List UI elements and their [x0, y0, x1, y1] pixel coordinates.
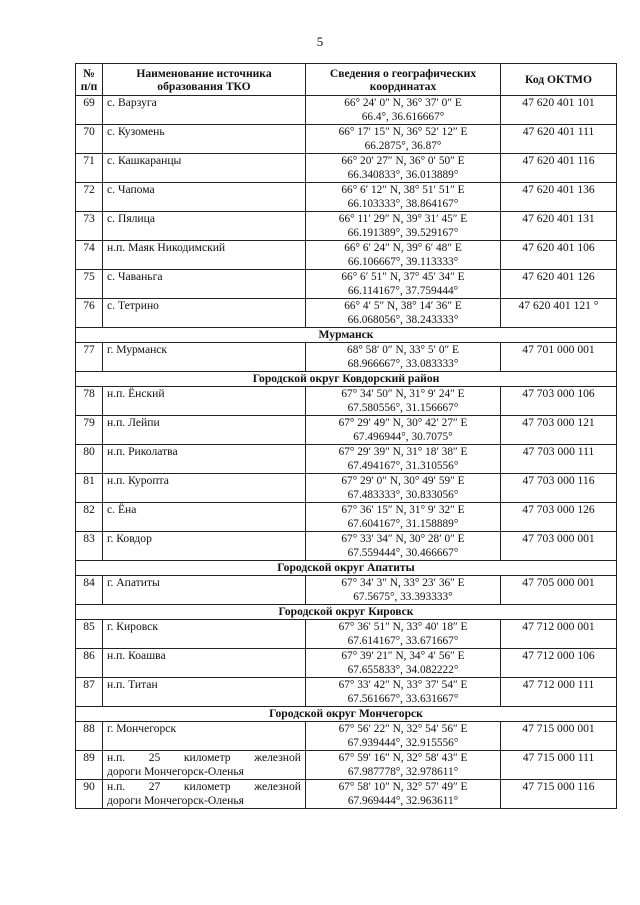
oktmo-code: 47 703 000 126: [501, 503, 617, 532]
row-number: 84: [76, 576, 103, 605]
oktmo-code: 47 712 000 106: [501, 649, 617, 678]
coordinates-decimal: 66.114167°, 37.759444°: [347, 285, 459, 297]
oktmo-code: 47 715 000 116: [501, 780, 617, 809]
coordinates-dms: 66° 20′ 27″ N, 36° 0′ 50″ E: [341, 155, 465, 167]
source-name-line: н.п. 27 километр железной: [107, 780, 301, 793]
coordinates-dms: 67° 36′ 51″ N, 33° 40′ 18″ E: [338, 621, 468, 633]
oktmo-code: 47 715 000 111: [501, 751, 617, 780]
section-row: [76, 561, 617, 576]
coordinates: [306, 532, 501, 561]
section-row: [76, 605, 617, 620]
oktmo-code: 47 620 401 116: [501, 154, 617, 183]
oktmo-code: 47 705 000 001: [501, 576, 617, 605]
table-row: [76, 154, 617, 183]
oktmo-code: 47 703 000 111: [501, 445, 617, 474]
coordinates-dms: 67° 33′ 42″ N, 33° 37′ 54″ E: [338, 679, 468, 691]
source-name: [103, 780, 306, 809]
row-number: 82: [76, 503, 103, 532]
row-number: 89: [76, 751, 103, 780]
coordinates: [306, 780, 501, 809]
oktmo-code: 47 703 000 121: [501, 416, 617, 445]
coordinates-decimal: 67.483333°, 30.833056°: [347, 489, 459, 501]
coordinates: [306, 96, 501, 125]
coordinates-decimal: 66.191389°, 39.529167°: [347, 227, 459, 239]
coordinates-dms: 67° 29′ 0″ N, 30° 49′ 59″ E: [341, 475, 465, 487]
table-row: [76, 299, 617, 328]
coordinates: [306, 576, 501, 605]
table-header-row: [76, 64, 617, 96]
source-name: н.п. Риколатва: [103, 445, 306, 474]
row-number: 80: [76, 445, 103, 474]
oktmo-code: 47 712 000 111: [501, 678, 617, 707]
section-title: Городской округ Мончегорск: [76, 707, 617, 722]
row-number: 74: [76, 241, 103, 270]
table-row: [76, 212, 617, 241]
table-row: [76, 751, 617, 780]
oktmo-code: 47 703 000 001: [501, 532, 617, 561]
oktmo-code: 47 620 401 101: [501, 96, 617, 125]
oktmo-code: 47 712 000 001: [501, 620, 617, 649]
coordinates: [306, 751, 501, 780]
coordinates-decimal: 67.559444°, 30.466667°: [347, 547, 459, 559]
source-name-line: н.п. 25 километр железной: [107, 751, 301, 764]
coordinates: [306, 649, 501, 678]
table-row: [76, 722, 617, 751]
coordinates: [306, 387, 501, 416]
section-row: [76, 372, 617, 387]
oktmo-code: 47 620 401 121 °: [501, 299, 617, 328]
row-number: 73: [76, 212, 103, 241]
coordinates-dms: 66° 6′ 12″ N, 38° 51′ 51″ E: [341, 184, 465, 196]
source-name: с. Ёна: [103, 503, 306, 532]
table-row: [76, 780, 617, 809]
coordinates-dms: 67° 59′ 16″ N, 32° 58′ 43″ E: [338, 752, 468, 764]
coordinates-decimal: 66.2875°, 36.87°: [364, 140, 442, 152]
table-row: [76, 445, 617, 474]
section-title: Городской округ Ковдорский район: [76, 372, 617, 387]
oktmo-code: 47 620 401 136: [501, 183, 617, 212]
source-name: г. Мурманск: [103, 343, 306, 372]
table-row: [76, 416, 617, 445]
coordinates: [306, 678, 501, 707]
table-row: [76, 678, 617, 707]
coordinates-dms: 67° 39′ 21″ N, 34° 4′ 56″ E: [341, 650, 465, 662]
coordinates-dms: 66° 24′ 0″ N, 36° 37′ 0″ E: [344, 97, 462, 109]
coordinates-decimal: 67.580556°, 31.156667°: [347, 402, 459, 414]
source-name: с. Пялица: [103, 212, 306, 241]
header-coords: Сведения о географических координатах: [306, 64, 501, 96]
table-row: [76, 649, 617, 678]
coordinates-decimal: 67.494167°, 31.310556°: [347, 460, 459, 472]
source-name: с. Чаваньга: [103, 270, 306, 299]
source-name: г. Мончегорск: [103, 722, 306, 751]
coordinates: [306, 620, 501, 649]
coordinates-dms: 67° 34′ 50″ N, 31° 9′ 24″ E: [341, 388, 465, 400]
table-row: [76, 96, 617, 125]
table-row: [76, 387, 617, 416]
source-name: с. Тетрино: [103, 299, 306, 328]
coordinates: [306, 212, 501, 241]
coordinates-decimal: 67.987778°, 32.978611°: [347, 766, 459, 778]
coordinates-dms: 67° 29′ 49″ N, 30° 42′ 27″ E: [338, 417, 468, 429]
coordinates: [306, 125, 501, 154]
row-number: 79: [76, 416, 103, 445]
source-name: г. Ковдор: [103, 532, 306, 561]
table-row: [76, 503, 617, 532]
row-number: 70: [76, 125, 103, 154]
section-title: Мурманск: [76, 328, 617, 343]
coordinates-decimal: 68.966667°, 33.083333°: [347, 358, 459, 370]
table-row: [76, 183, 617, 212]
coordinates-decimal: 66.340833°, 36.013889°: [347, 169, 459, 181]
oktmo-code: 47 715 000 001: [501, 722, 617, 751]
table-row: [76, 532, 617, 561]
source-name: г. Кировск: [103, 620, 306, 649]
coordinates: [306, 154, 501, 183]
coordinates-decimal: 66.068056°, 38.243333°: [347, 314, 459, 326]
coordinates-dms: 67° 29′ 39″ N, 31° 18′ 38″ E: [338, 446, 468, 458]
coordinates-dms: 66° 6′ 51″ N, 37° 45′ 34″ E: [341, 271, 465, 283]
source-name: н.п. Ёнский: [103, 387, 306, 416]
oktmo-code: 47 620 401 106: [501, 241, 617, 270]
coordinates: [306, 503, 501, 532]
coordinates: [306, 299, 501, 328]
source-name: [103, 751, 306, 780]
coordinates: [306, 474, 501, 503]
source-name: с. Кашкаранцы: [103, 154, 306, 183]
coordinates-decimal: 67.604167°, 31.158889°: [347, 518, 459, 530]
row-number: 86: [76, 649, 103, 678]
table-body: [76, 96, 617, 809]
page-number: 5: [316, 34, 324, 49]
table-row: [76, 474, 617, 503]
coordinates-dms: 66° 11′ 29″ N, 39° 31′ 45″ E: [338, 213, 468, 225]
table-row: [76, 620, 617, 649]
header-oktmo: Код ОКТМО: [501, 64, 617, 96]
oktmo-code: 47 703 000 116: [501, 474, 617, 503]
coordinates: [306, 183, 501, 212]
row-number: 77: [76, 343, 103, 372]
source-name: н.п. Коашва: [103, 649, 306, 678]
coordinates-decimal: 67.5675°, 33.393333°: [353, 591, 453, 603]
source-name: г. Апатиты: [103, 576, 306, 605]
source-name: н.п. Титан: [103, 678, 306, 707]
row-number: 88: [76, 722, 103, 751]
oktmo-code: 47 620 401 131: [501, 212, 617, 241]
coordinates-decimal: 67.614167°, 33.671667°: [347, 635, 459, 647]
header-num: № п/п: [76, 64, 103, 96]
coordinates-dms: 66° 6′ 24″ N, 39° 6′ 48″ E: [344, 242, 462, 254]
header-name: Наименование источника образования ТКО: [103, 64, 306, 96]
table-row: [76, 125, 617, 154]
coordinates-decimal: 67.939444°, 32.915556°: [347, 737, 459, 749]
section-row: [76, 328, 617, 343]
oktmo-code: 47 620 401 111: [501, 125, 617, 154]
coordinates-dms: 67° 56′ 22″ N, 32° 54′ 56″ E: [338, 723, 468, 735]
coordinates-dms: 67° 34′ 3″ N, 33° 23′ 36″ E: [341, 577, 465, 589]
coordinates-decimal: 66.106667°, 39.113333°: [347, 256, 459, 268]
coordinates-decimal: 66.4°, 36.616667°: [361, 111, 445, 123]
row-number: 76: [76, 299, 103, 328]
source-name-line: дороги Мончегорск-Оленья: [107, 765, 244, 778]
source-name: н.п. Маяк Никодимский: [103, 241, 306, 270]
coordinates: [306, 270, 501, 299]
coordinates-dms: 67° 58′ 10″ N, 32° 57′ 49″ E: [338, 781, 468, 793]
coordinates: [306, 445, 501, 474]
row-number: 75: [76, 270, 103, 299]
tko-sources-table: [75, 63, 617, 809]
section-row: [76, 707, 617, 722]
coordinates-decimal: 66.103333°, 38.864167°: [347, 198, 459, 210]
coordinates-decimal: 67.969444°, 32.963611°: [347, 795, 459, 807]
coordinates: [306, 416, 501, 445]
source-name: с. Кузомень: [103, 125, 306, 154]
coordinates-dms: 68° 58′ 0″ N, 33° 5′ 0″ E: [347, 344, 459, 356]
table-row: [76, 343, 617, 372]
coordinates: [306, 343, 501, 372]
coordinates: [306, 241, 501, 270]
table-row: [76, 241, 617, 270]
row-number: 85: [76, 620, 103, 649]
coordinates: [306, 722, 501, 751]
section-title: Городской округ Апатиты: [76, 561, 617, 576]
row-number: 83: [76, 532, 103, 561]
coordinates-decimal: 67.655833°, 34.082222°: [347, 664, 459, 676]
coordinates-dms: 66° 4′ 5″ N, 38° 14′ 36″ E: [344, 300, 462, 312]
oktmo-code: 47 703 000 106: [501, 387, 617, 416]
coordinates-decimal: 67.561667°, 33.631667°: [347, 693, 459, 705]
row-number: 78: [76, 387, 103, 416]
coordinates-dms: 67° 33′ 34″ N, 30° 28′ 0″ E: [341, 533, 465, 545]
coordinates-dms: 67° 36′ 15″ N, 31° 9′ 32″ E: [341, 504, 465, 516]
source-name: н.п. Куропта: [103, 474, 306, 503]
source-name: с. Варзуга: [103, 96, 306, 125]
coordinates-decimal: 67.496944°, 30.7075°: [353, 431, 453, 443]
oktmo-code: 47 701 000 001: [501, 343, 617, 372]
row-number: 69: [76, 96, 103, 125]
source-name: с. Чапома: [103, 183, 306, 212]
oktmo-code: 47 620 401 126: [501, 270, 617, 299]
table-row: [76, 270, 617, 299]
table-row: [76, 576, 617, 605]
row-number: 87: [76, 678, 103, 707]
row-number: 81: [76, 474, 103, 503]
source-name: н.п. Лейпи: [103, 416, 306, 445]
row-number: 72: [76, 183, 103, 212]
row-number: 71: [76, 154, 103, 183]
source-name-line: дороги Мончегорск-Оленья: [107, 794, 244, 807]
row-number: 90: [76, 780, 103, 809]
coordinates-dms: 66° 17′ 15″ N, 36° 52′ 12″ E: [338, 126, 468, 138]
section-title: Городской округ Кировск: [76, 605, 617, 620]
